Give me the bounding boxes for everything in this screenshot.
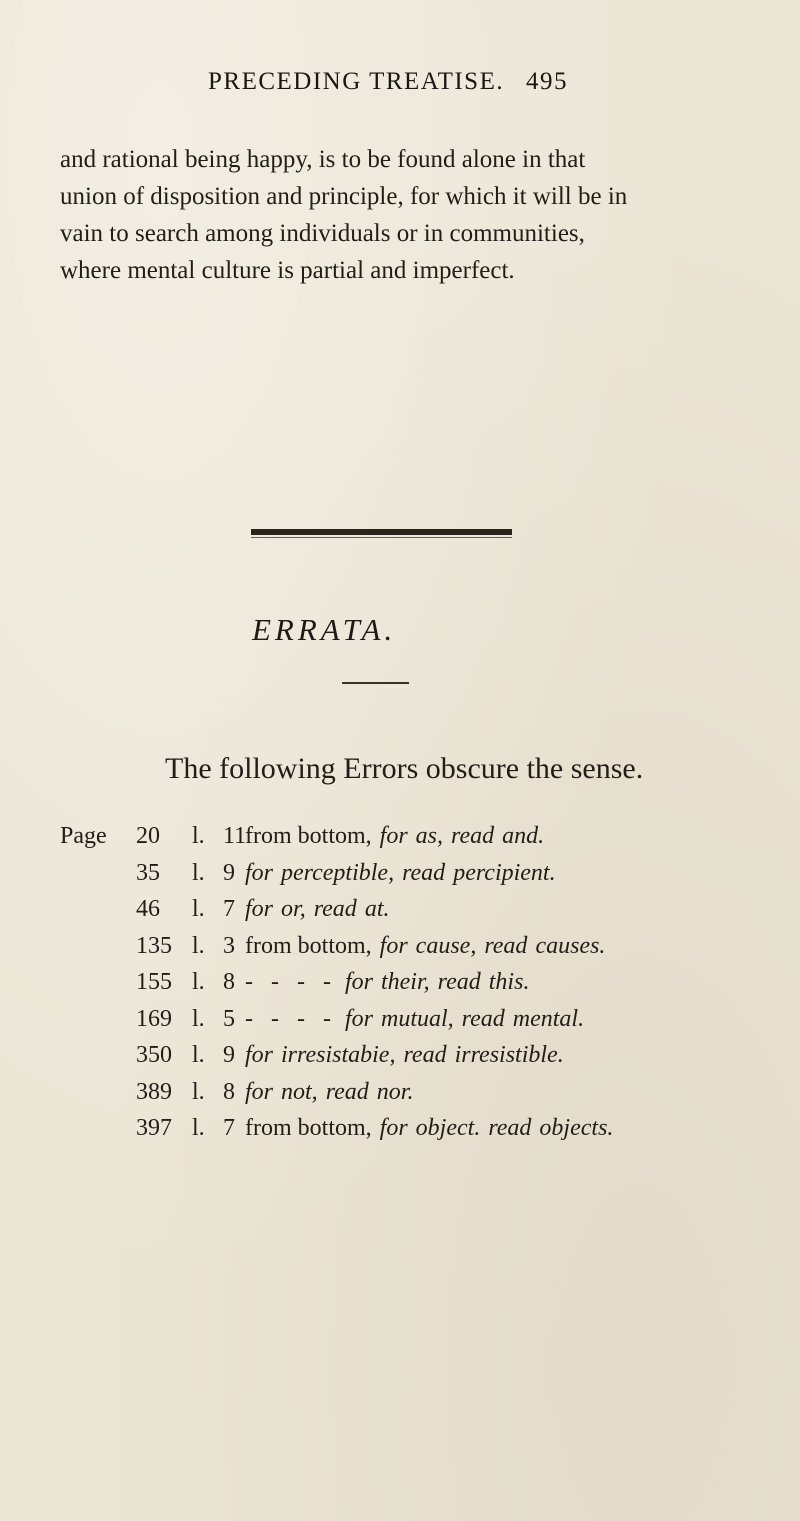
errata-page-number: 389 [136,1078,172,1105]
errata-correct-reading: mental. [512,1005,585,1032]
errata-read-word: read [484,932,528,959]
errata-wrong-reading: mutual, [380,1005,454,1032]
errata-for-word: for [379,823,408,849]
errata-position: from bottom, [245,823,372,849]
body-line: where mental culture is partial and imperfect. [60,257,515,284]
errata-wrong-reading: as, [415,823,444,849]
errata-position: - - - - [245,969,337,995]
errata-entry [60,1037,780,1074]
errata-line-label: l. [192,969,205,995]
errata-wrong-reading: object. [415,1115,481,1141]
body-line: union of disposition and principle, for which it will be in [60,183,628,210]
errata-entry [60,1001,780,1038]
errata-page-number: 155 [136,969,172,995]
errata-line-label: l. [192,1078,205,1105]
running-head-title: PRECEDING TREATISE. [208,68,505,95]
errata-line-number: 7 [223,896,235,922]
errata-page-number: 20 [136,823,160,849]
errata-line-number: 7 [223,1115,235,1141]
errata-correct-reading: objects. [539,1115,614,1141]
errata-read-word: read [488,1115,532,1141]
errata-wrong-reading: or, [281,896,306,922]
errata-wrong-reading: cause, [415,932,477,959]
errata-wrong-reading: perceptible, [281,859,395,886]
errata-line-number: 9 [223,1042,235,1068]
errata-line-label: l. [192,896,205,922]
errata-line-number: 3 [223,932,235,959]
errata-read-word: read [313,896,357,922]
errata-line-number: 8 [223,1078,235,1105]
errata-position: - - - - [245,1005,337,1032]
body-line: and rational being happy, is to be found alone in that [60,146,586,173]
errata-read-word: read [402,859,446,886]
errata-entry [60,818,780,855]
errata-for-word: for [245,896,274,922]
errata-entry [60,891,780,928]
errata-line-label: l. [192,1005,205,1032]
errata-correct-reading: at. [364,896,390,922]
errata-line-label: l. [192,1042,205,1068]
errata-correct-reading: nor. [376,1078,414,1105]
errata-for-word: for [379,1115,408,1141]
errata-correct-reading: percipient. [453,859,556,886]
errata-entry [60,964,780,1001]
section-divider-rule [251,529,512,535]
errata-entry [60,855,780,892]
errata-for-word: for [245,1078,274,1105]
errata-page-number: 397 [136,1115,172,1141]
errata-line-label: l. [192,1115,205,1141]
errata-page-label: Page [60,823,107,849]
title-underline-rule [342,682,409,684]
errata-read-word: read [437,969,481,995]
errata-entry [60,1110,780,1147]
errata-entry [60,1074,780,1111]
errata-read-word: read [451,823,495,849]
errata-position: from bottom, [245,932,372,959]
errata-line-label: l. [192,823,205,849]
errata-line-label: l. [192,932,205,959]
errata-page-number: 46 [136,896,160,922]
errata-correct-reading: and. [502,823,545,849]
errata-position: from bottom, [245,1115,372,1141]
errata-line-number: 8 [223,969,235,995]
errata-for-word: for [245,1042,274,1068]
errata-for-word: for [344,969,373,995]
errata-title: ERRATA. [252,612,397,647]
errata-line-label: l. [192,859,205,886]
errata-read-word: read [325,1078,369,1105]
errata-read-word: read [461,1005,505,1032]
errata-page-number: 135 [136,932,172,959]
errata-line-number: 9 [223,859,235,886]
errata-correct-reading: causes. [535,932,606,959]
errata-for-word: for [245,859,274,886]
errata-page-number: 350 [136,1042,172,1068]
errata-page-number: 169 [136,1005,172,1032]
errata-line-number: 11 [223,823,247,849]
errata-read-word: read [403,1042,447,1068]
body-line: vain to search among individuals or in communities, [60,220,585,247]
errata-wrong-reading: irresistabie, [281,1042,396,1068]
errata-correct-reading: irresistible. [454,1042,564,1068]
errata-line-number: 5 [223,1005,235,1032]
errata-for-word: for [379,932,408,959]
errata-page-number: 35 [136,859,160,886]
errata-wrong-reading: not, [281,1078,318,1105]
errata-wrong-reading: their, [380,969,430,995]
errata-list [60,818,780,1147]
page-number: 495 [526,68,568,95]
errata-entry [60,928,780,965]
errata-correct-reading: this. [488,969,530,995]
body-paragraph [60,141,760,289]
errata-for-word: for [344,1005,373,1032]
errata-subtitle: The following Errors obscure the sense. [165,752,644,785]
